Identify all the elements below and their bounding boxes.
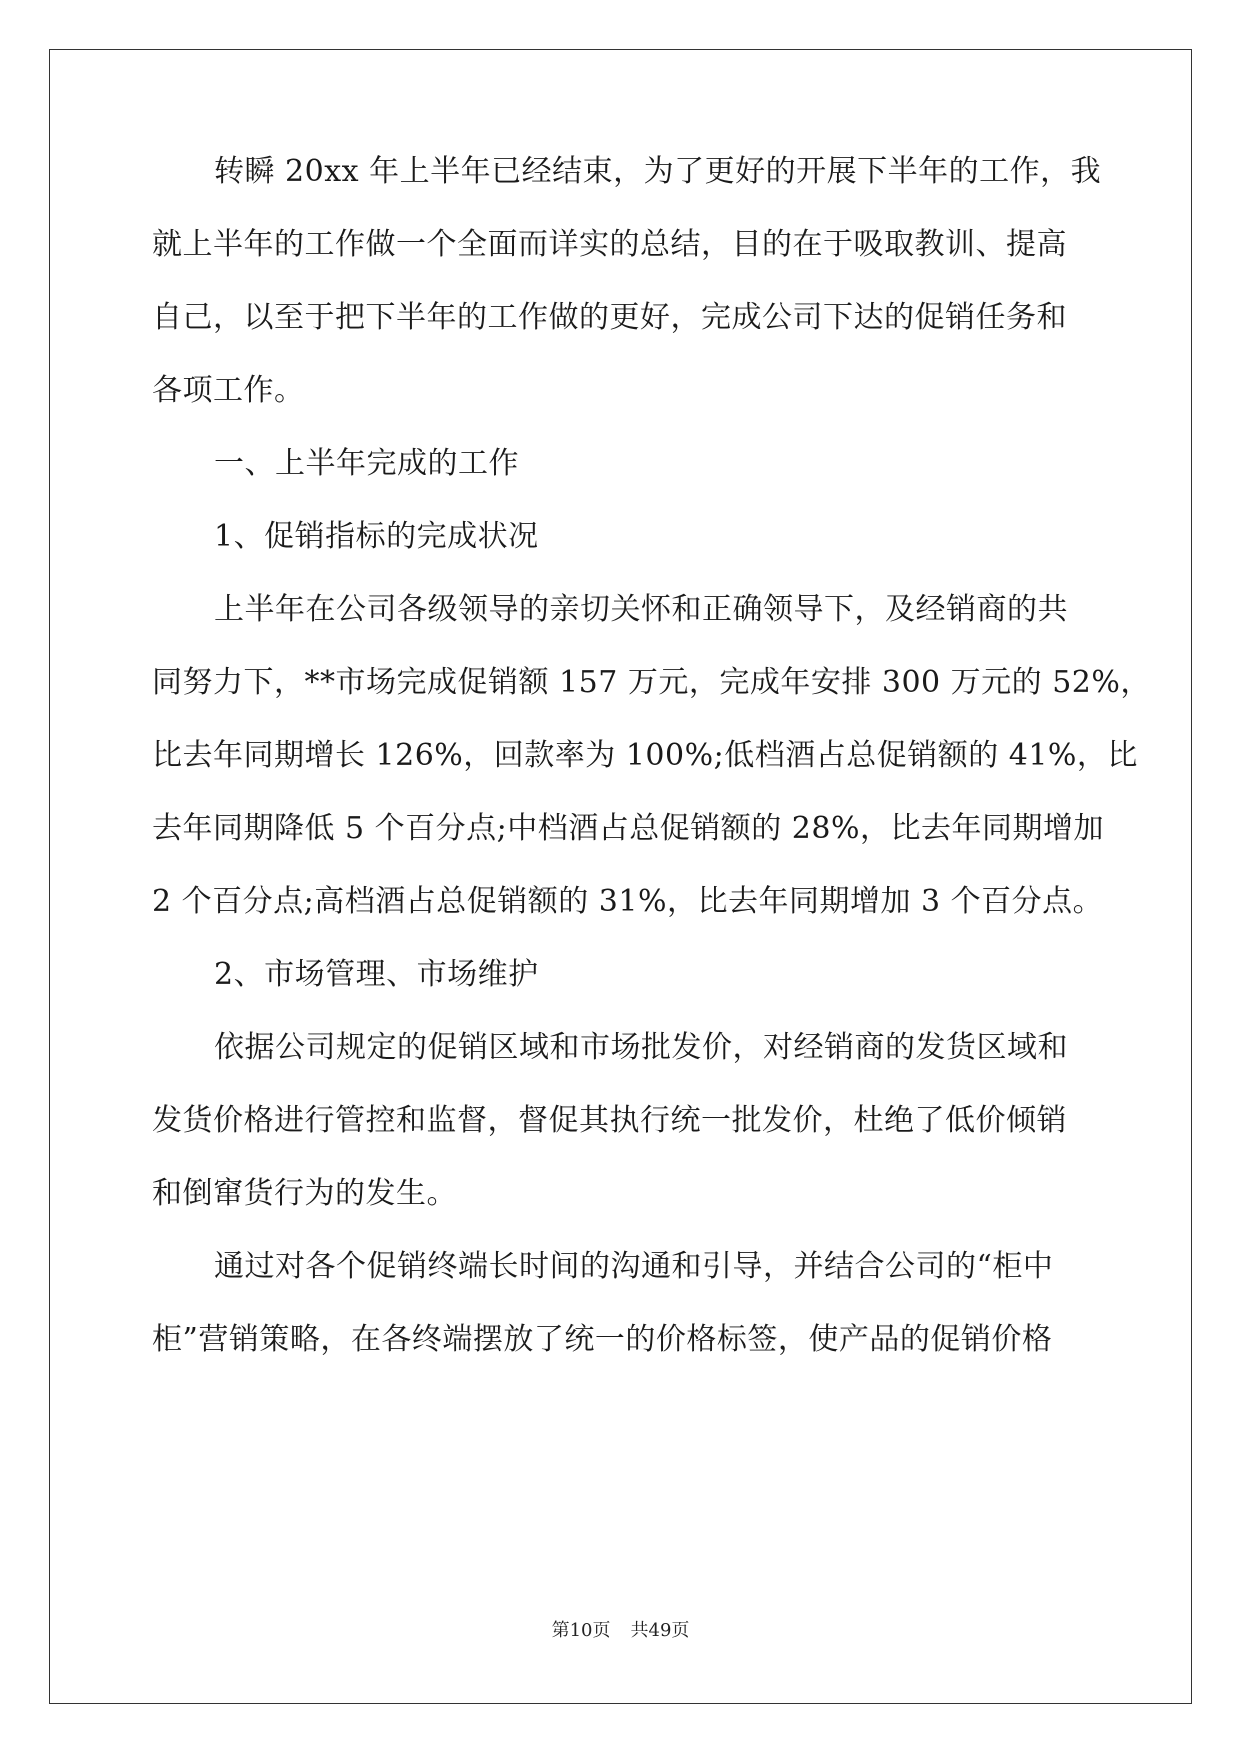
paragraph-3-line-2: 发货价格进行管控和监督，督促其执行统一批发价，杜绝了低价倾销 [152,1103,1067,1138]
paragraph-2-line-3: 比去年同期增长 126%，回款率为 100%;低档酒占总促销额的 41%，比 [152,738,1138,773]
paragraph-1-line-4: 各项工作。 [152,373,305,408]
paragraph-1-line-2: 就上半年的工作做一个全面而详实的总结，目的在于吸取教训、提高 [152,227,1067,262]
page-border [49,49,1192,1704]
paragraph-1-line-3: 自己，以至于把下半年的工作做的更好，完成公司下达的促销任务和 [152,300,1067,335]
paragraph-3-line-1: 依据公司规定的促销区域和市场批发价，对经销商的发货区域和 [214,1030,1068,1065]
paragraph-4-line-1: 通过对各个促销终端长时间的沟通和引导，并结合公司的“柜中 [214,1249,1054,1284]
page-number-total: 共49页 [630,1620,690,1641]
section-heading-1: 一、上半年完成的工作 [214,446,519,481]
paragraph-4-line-2: 柜”营销策略，在各终端摆放了统一的价格标签，使产品的促销价格 [152,1322,1053,1357]
page-number-current: 第10页 [551,1620,611,1641]
paragraph-1-line-1: 转瞬 20xx 年上半年已经结束，为了更好的开展下半年的工作，我 [214,154,1102,189]
paragraph-3-line-3: 和倒窜货行为的发生。 [152,1176,457,1211]
paragraph-2-line-1: 上半年在公司各级领导的亲切关怀和正确领导下，及经销商的共 [214,592,1068,627]
page-footer [0,1620,1241,1642]
paragraph-2-line-5: 2 个百分点;高档酒占总促销额的 31%，比去年同期增加 3 个百分点。 [152,884,1104,919]
paragraph-2-line-4: 去年同期降低 5 个百分点;中档酒占总促销额的 28%，比去年同期增加 [152,811,1104,846]
subsection-heading-2: 2、市场管理、市场维护 [214,957,539,992]
paragraph-2-line-2: 同努力下，**市场完成促销额 157 万元，完成年安排 300 万元的 52%， [152,665,1151,700]
subsection-heading-1: 1、促销指标的完成状况 [214,519,539,554]
